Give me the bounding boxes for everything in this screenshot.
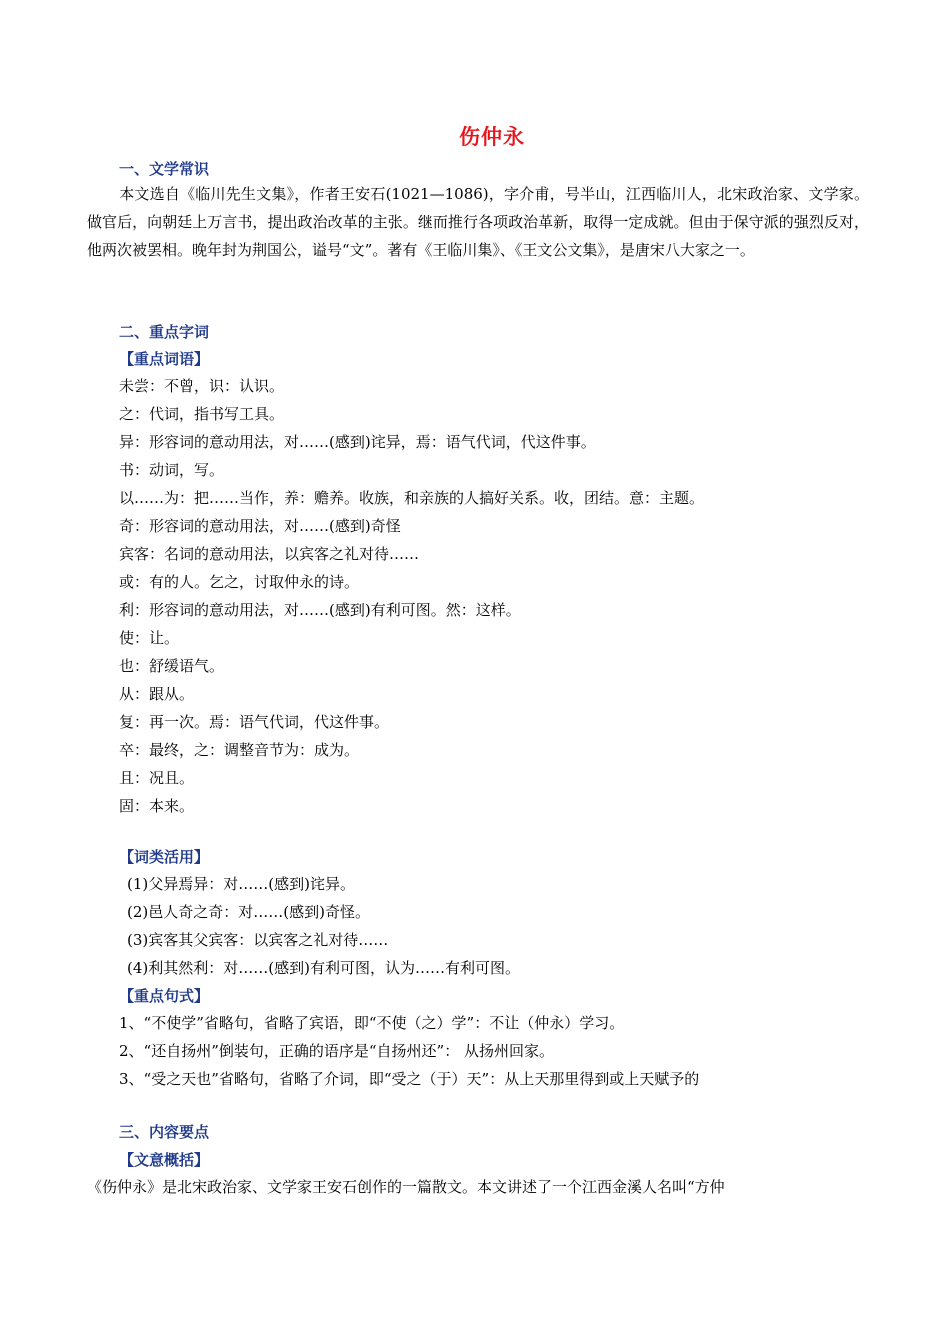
- section-heading-literature: 一、文学常识: [119, 160, 210, 178]
- page-title: 伤仲永: [459, 125, 525, 149]
- word-class-line: (1)父异焉异：对……(感到)诧异。: [127, 875, 355, 893]
- key-word-line: 书：动词，写。: [119, 461, 225, 479]
- sentence-line: 1、“不使学”省略句，省略了宾语，即“不使（之）学”：不让（仲永）学习。: [119, 1014, 625, 1032]
- word-class-line: (3)宾客其父宾客：以宾客之礼对待……: [127, 931, 389, 949]
- key-word-line: 或：有的人。乞之，讨取仲永的诗。: [119, 573, 360, 591]
- author-paragraph-text: 本文选自《临川先生文集》，作者王安石(1021—1086)，字介甫，号半山，江西临川人，北宋政治家、文学家。做官后，向朝廷上万言书，提出政治改革的主张。继而推行各项政治革新，取得一定成就。但由于保守派的强烈反对，他两次被罢相。晚年封为荆国公，谥号“文”。著有《王临川集》、《王文公文集》，是唐宋八大家之一。: [87, 185, 869, 259]
- key-word-line: 以……为：把……当作，养：赡养。收族，和亲族的人搞好关系。收，团结。意：主题。: [119, 489, 705, 507]
- sentence-line: 3、“受之天也”省略句，省略了介词，即“受之（于）天”：从上天那里得到或上天赋予的: [119, 1070, 700, 1088]
- key-word-line: 异：形容词的意动用法，对……(感到)诧异，焉：语气代词，代这件事。: [119, 433, 596, 451]
- subheading-word-class: 【词类活用】: [119, 848, 210, 866]
- sentence-line: 2、“还自扬州”倒装句，正确的语序是“自扬州还”： 从扬州回家。: [119, 1042, 554, 1060]
- key-word-line: 利：形容词的意动用法，对……(感到)有利可图。然：这样。: [119, 601, 521, 619]
- subheading-sentence-patterns: 【重点句式】: [119, 987, 210, 1005]
- section-heading-content: 三、内容要点: [119, 1123, 210, 1141]
- key-word-line: 卒：最终，之：调整音节为：成为。: [119, 741, 360, 759]
- key-word-line: 且：况且。: [119, 769, 195, 787]
- summary-text: 《伤仲永》是北宋政治家、文学家王安石创作的一篇散文。本文讲述了一个江西金溪人名叫“方仲: [87, 1178, 725, 1196]
- author-paragraph: [87, 180, 869, 264]
- key-word-line: 从：跟从。: [119, 685, 195, 703]
- key-word-line: 未尝：不曾，识：认识。: [119, 377, 285, 395]
- subheading-key-words: 【重点词语】: [119, 350, 210, 368]
- section-heading-key-words: 二、重点字词: [119, 323, 210, 341]
- word-class-line: (4)利其然利：对……(感到)有利可图，认为……有利可图。: [127, 959, 520, 977]
- key-word-line: 宾客：名词的意动用法，以宾客之礼对待……: [119, 545, 420, 563]
- key-word-line: 使：让。: [119, 629, 180, 647]
- subheading-summary: 【文意概括】: [119, 1151, 210, 1169]
- key-word-line: 之：代词，指书写工具。: [119, 405, 285, 423]
- key-word-line: 也：舒缓语气。: [119, 657, 225, 675]
- word-class-line: (2)邑人奇之奇：对……(感到)奇怪。: [127, 903, 370, 921]
- key-word-line: 复：再一次。焉：语气代词，代这件事。: [119, 713, 390, 731]
- key-word-line: 奇：形容词的意动用法，对……(感到)奇怪: [119, 517, 401, 535]
- key-word-line: 固：本来。: [119, 797, 195, 815]
